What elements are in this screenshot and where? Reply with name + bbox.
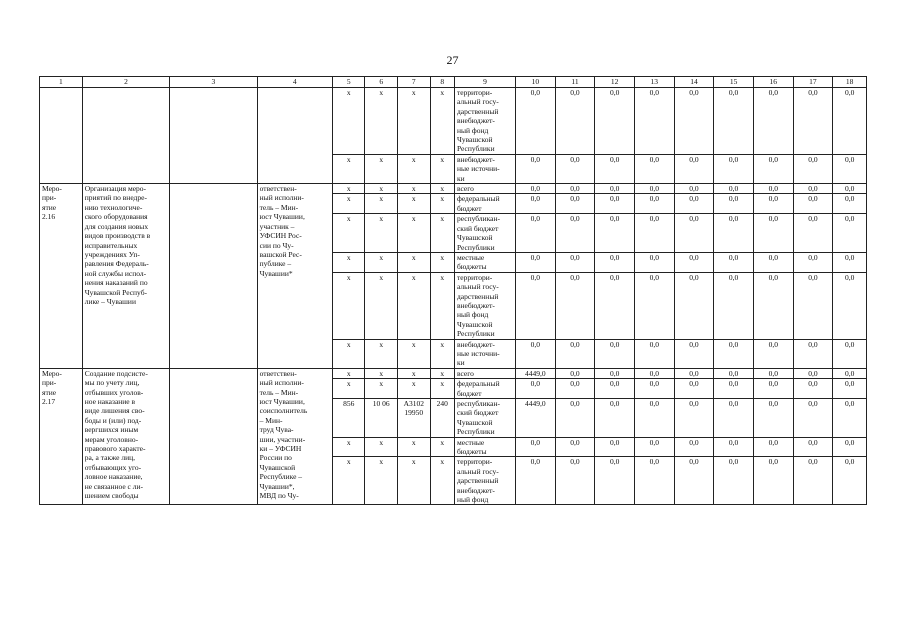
year-value: 0,0: [674, 214, 714, 253]
budget-code-section: 10 06: [365, 399, 398, 438]
year-value: 0,0: [833, 437, 867, 457]
year-value: 0,0: [833, 184, 867, 194]
year-value: 0,0: [555, 88, 595, 155]
year-value: 0,0: [714, 154, 754, 183]
budget-code-gr: х: [332, 368, 365, 378]
empty-cell: [170, 368, 257, 505]
col-num: 1: [40, 77, 83, 88]
year-value: 4449,0: [516, 368, 556, 378]
year-value: 0,0: [674, 437, 714, 457]
year-value: 0,0: [555, 379, 595, 399]
col-num: 10: [516, 77, 556, 88]
year-value: 0,0: [634, 457, 674, 505]
year-value: 0,0: [595, 154, 635, 183]
year-value: 0,0: [516, 194, 556, 214]
budget-code-section: х: [365, 214, 398, 253]
funding-source: территори- альный госу- дарственный внебюджет- ный фонд Чувашской Республики: [454, 88, 515, 155]
budget-code-section: х: [365, 154, 398, 183]
col-num: 7: [398, 77, 431, 88]
year-value: 0,0: [634, 252, 674, 272]
col-num: 3: [170, 77, 257, 88]
year-value: 0,0: [793, 154, 833, 183]
budget-table: [39, 76, 867, 505]
budget-code-section: х: [365, 272, 398, 339]
budget-code-section: х: [365, 339, 398, 368]
year-value: 0,0: [634, 379, 674, 399]
year-value: 0,0: [674, 399, 714, 438]
measure-id: Меро- при- ятие 2.16: [40, 184, 83, 369]
year-value: 0,0: [595, 399, 635, 438]
responsible-executor: ответствен- ный исполни- тель – Мин- юст Чувашии, участник – УФСИН Рос- сии по Чу- вашской Рес- публике – Чувашии*: [257, 184, 332, 369]
budget-code-type: х: [430, 88, 454, 155]
year-value: 0,0: [674, 184, 714, 194]
year-value: 0,0: [753, 368, 793, 378]
budget-code-section: х: [365, 88, 398, 155]
year-value: 0,0: [634, 437, 674, 457]
col-num: 9: [454, 77, 515, 88]
year-value: 0,0: [555, 252, 595, 272]
year-value: 0,0: [833, 272, 867, 339]
budget-code-item: х: [398, 437, 431, 457]
budget-code-item: х: [398, 184, 431, 194]
budget-code-gr: х: [332, 214, 365, 253]
budget-code-gr: х: [332, 194, 365, 214]
empty-cell: [170, 184, 257, 369]
col-num: 4: [257, 77, 332, 88]
budget-code-type: х: [430, 252, 454, 272]
year-value: 0,0: [674, 88, 714, 155]
year-value: 0,0: [714, 399, 754, 438]
budget-code-type: х: [430, 272, 454, 339]
year-value: 0,0: [634, 339, 674, 368]
year-value: 0,0: [753, 154, 793, 183]
funding-source: республикан- ский бюджет Чувашской Республики: [454, 399, 515, 438]
budget-code-gr: 856: [332, 399, 365, 438]
budget-code-type: х: [430, 437, 454, 457]
year-value: 0,0: [793, 214, 833, 253]
year-value: 0,0: [793, 399, 833, 438]
year-value: 0,0: [674, 194, 714, 214]
year-value: 0,0: [634, 368, 674, 378]
col-num: 16: [753, 77, 793, 88]
year-value: 0,0: [833, 214, 867, 253]
year-value: 0,0: [595, 272, 635, 339]
year-value: 0,0: [714, 379, 754, 399]
page-number: 27: [446, 53, 459, 67]
funding-source: федеральный бюджет: [454, 194, 515, 214]
measure-id: Меро- при- ятие 2.17: [40, 368, 83, 505]
budget-code-section: х: [365, 194, 398, 214]
year-value: 0,0: [714, 214, 754, 253]
year-value: 0,0: [833, 88, 867, 155]
year-value: 0,0: [634, 184, 674, 194]
year-value: 0,0: [516, 184, 556, 194]
year-value: 0,0: [516, 88, 556, 155]
column-number-row: [40, 77, 867, 88]
col-num: 17: [793, 77, 833, 88]
year-value: 0,0: [714, 368, 754, 378]
col-num: 18: [833, 77, 867, 88]
year-value: 0,0: [595, 214, 635, 253]
year-value: 0,0: [634, 399, 674, 438]
budget-code-type: х: [430, 214, 454, 253]
year-value: 0,0: [555, 437, 595, 457]
year-value: 0,0: [516, 339, 556, 368]
year-value: 0,0: [793, 88, 833, 155]
budget-code-gr: х: [332, 88, 365, 155]
budget-code-section: х: [365, 368, 398, 378]
year-value: 0,0: [634, 194, 674, 214]
budget-code-gr: х: [332, 184, 365, 194]
year-value: 0,0: [793, 252, 833, 272]
year-value: 0,0: [674, 339, 714, 368]
year-value: 0,0: [833, 252, 867, 272]
year-value: 0,0: [833, 368, 867, 378]
budget-code-item: х: [398, 194, 431, 214]
funding-source: местные бюджеты: [454, 252, 515, 272]
year-value: 0,0: [753, 437, 793, 457]
year-value: 0,0: [833, 339, 867, 368]
budget-code-gr: х: [332, 457, 365, 505]
col-num: 2: [82, 77, 169, 88]
year-value: 0,0: [634, 272, 674, 339]
budget-code-item: х: [398, 379, 431, 399]
measure-id: [40, 88, 83, 184]
year-value: 0,0: [555, 214, 595, 253]
year-value: 0,0: [753, 399, 793, 438]
budget-code-item: х: [398, 339, 431, 368]
year-value: 0,0: [793, 339, 833, 368]
year-value: 0,0: [793, 272, 833, 339]
year-value: 4449,0: [516, 399, 556, 438]
year-value: 0,0: [793, 457, 833, 505]
measure-title: Создание подсисте- мы по учету лиц, отбывших уголов- ное наказание в виде лишения сво- боды и (или) под- вергшихся иным мерам уголовно- правового характе- ра, а также лиц, отбывающих уго- ловное наказание, не связанное с ли- шением свободы: [82, 368, 169, 505]
budget-code-section: х: [365, 184, 398, 194]
funding-source: республикан- ский бюджет Чувашской Республики: [454, 214, 515, 253]
funding-source: местные бюджеты: [454, 437, 515, 457]
year-value: 0,0: [516, 457, 556, 505]
year-value: 0,0: [555, 194, 595, 214]
year-value: 0,0: [674, 379, 714, 399]
year-value: 0,0: [516, 214, 556, 253]
year-value: 0,0: [793, 184, 833, 194]
budget-code-gr: х: [332, 154, 365, 183]
budget-code-item: А3102 19950: [398, 399, 431, 438]
year-value: 0,0: [634, 88, 674, 155]
col-num: 5: [332, 77, 365, 88]
year-value: 0,0: [634, 214, 674, 253]
year-value: 0,0: [833, 154, 867, 183]
year-value: 0,0: [516, 154, 556, 183]
year-value: 0,0: [793, 437, 833, 457]
year-value: 0,0: [674, 368, 714, 378]
col-num: 11: [555, 77, 595, 88]
budget-code-type: х: [430, 339, 454, 368]
year-value: 0,0: [595, 339, 635, 368]
year-value: 0,0: [516, 252, 556, 272]
budget-code-type: х: [430, 194, 454, 214]
col-num: 12: [595, 77, 635, 88]
budget-code-type: х: [430, 457, 454, 505]
year-value: 0,0: [753, 339, 793, 368]
year-value: 0,0: [714, 252, 754, 272]
budget-code-gr: х: [332, 272, 365, 339]
funding-source: территори- альный госу- дарственный внебюджет- ный фонд Чувашской Республики: [454, 272, 515, 339]
year-value: 0,0: [793, 379, 833, 399]
empty-cell: [170, 88, 257, 184]
budget-code-item: х: [398, 154, 431, 183]
year-value: 0,0: [595, 379, 635, 399]
budget-code-item: х: [398, 88, 431, 155]
year-value: 0,0: [753, 214, 793, 253]
table-row: [40, 368, 867, 378]
year-value: 0,0: [555, 368, 595, 378]
budget-code-gr: х: [332, 252, 365, 272]
year-value: 0,0: [753, 252, 793, 272]
year-value: 0,0: [595, 437, 635, 457]
year-value: 0,0: [833, 379, 867, 399]
budget-code-gr: х: [332, 379, 365, 399]
col-num: 8: [430, 77, 454, 88]
funding-source: всего: [454, 184, 515, 194]
year-value: 0,0: [516, 437, 556, 457]
year-value: 0,0: [516, 379, 556, 399]
year-value: 0,0: [595, 194, 635, 214]
year-value: 0,0: [714, 184, 754, 194]
budget-code-item: х: [398, 252, 431, 272]
year-value: 0,0: [595, 184, 635, 194]
col-num: 6: [365, 77, 398, 88]
funding-source: всего: [454, 368, 515, 378]
year-value: 0,0: [555, 457, 595, 505]
year-value: 0,0: [555, 272, 595, 339]
budget-code-type: х: [430, 154, 454, 183]
col-num: 15: [714, 77, 754, 88]
year-value: 0,0: [753, 272, 793, 339]
year-value: 0,0: [714, 437, 754, 457]
year-value: 0,0: [634, 154, 674, 183]
year-value: 0,0: [674, 272, 714, 339]
year-value: 0,0: [555, 184, 595, 194]
year-value: 0,0: [595, 368, 635, 378]
year-value: 0,0: [516, 272, 556, 339]
year-value: 0,0: [714, 194, 754, 214]
year-value: 0,0: [674, 457, 714, 505]
year-value: 0,0: [595, 88, 635, 155]
table-row: [40, 184, 867, 194]
year-value: 0,0: [793, 368, 833, 378]
funding-source: внебюджет- ные источни- ки: [454, 339, 515, 368]
budget-code-item: х: [398, 272, 431, 339]
year-value: 0,0: [555, 399, 595, 438]
funding-source: федеральный бюджет: [454, 379, 515, 399]
year-value: 0,0: [753, 457, 793, 505]
year-value: 0,0: [595, 457, 635, 505]
table-row: [40, 88, 867, 155]
budget-code-item: х: [398, 368, 431, 378]
year-value: 0,0: [595, 252, 635, 272]
year-value: 0,0: [555, 154, 595, 183]
budget-code-section: х: [365, 252, 398, 272]
budget-code-gr: х: [332, 339, 365, 368]
year-value: 0,0: [714, 272, 754, 339]
budget-code-gr: х: [332, 437, 365, 457]
year-value: 0,0: [833, 457, 867, 505]
year-value: 0,0: [753, 184, 793, 194]
funding-source: территори- альный госу- дарственный внебюджет- ный фонд: [454, 457, 515, 505]
budget-code-section: х: [365, 437, 398, 457]
year-value: 0,0: [674, 252, 714, 272]
budget-code-type: х: [430, 379, 454, 399]
year-value: 0,0: [714, 457, 754, 505]
col-num: 14: [674, 77, 714, 88]
measure-title: Организация меро- приятий по внедре- нию технологиче- ского оборудования для создания новых видов производств в исправительных учреждениях Уп- равления Федераль- ной службы испол- нения наказаний по Чувашской Респуб- лике – Чувашии: [82, 184, 169, 369]
col-num: 13: [634, 77, 674, 88]
year-value: 0,0: [753, 88, 793, 155]
budget-code-item: х: [398, 214, 431, 253]
budget-code-section: х: [365, 379, 398, 399]
year-value: 0,0: [714, 88, 754, 155]
budget-code-item: х: [398, 457, 431, 505]
year-value: 0,0: [833, 399, 867, 438]
responsible-executor: ответствен- ный исполни- тель – Мин- юст Чувашии, соисполнитель – Мин- труд Чува- шии, участни- ки – УФСИН России по Чувашской Республике – Чувашии*, МВД по Чу-: [257, 368, 332, 505]
year-value: 0,0: [714, 339, 754, 368]
year-value: 0,0: [793, 194, 833, 214]
responsible-executor: [257, 88, 332, 184]
year-value: 0,0: [753, 194, 793, 214]
budget-code-type: 240: [430, 399, 454, 438]
year-value: 0,0: [555, 339, 595, 368]
budget-code-type: х: [430, 368, 454, 378]
budget-code-type: х: [430, 184, 454, 194]
measure-title: [82, 88, 169, 184]
budget-code-section: х: [365, 457, 398, 505]
year-value: 0,0: [753, 379, 793, 399]
year-value: 0,0: [833, 194, 867, 214]
funding-source: внебюджет- ные источни- ки: [454, 154, 515, 183]
year-value: 0,0: [674, 154, 714, 183]
